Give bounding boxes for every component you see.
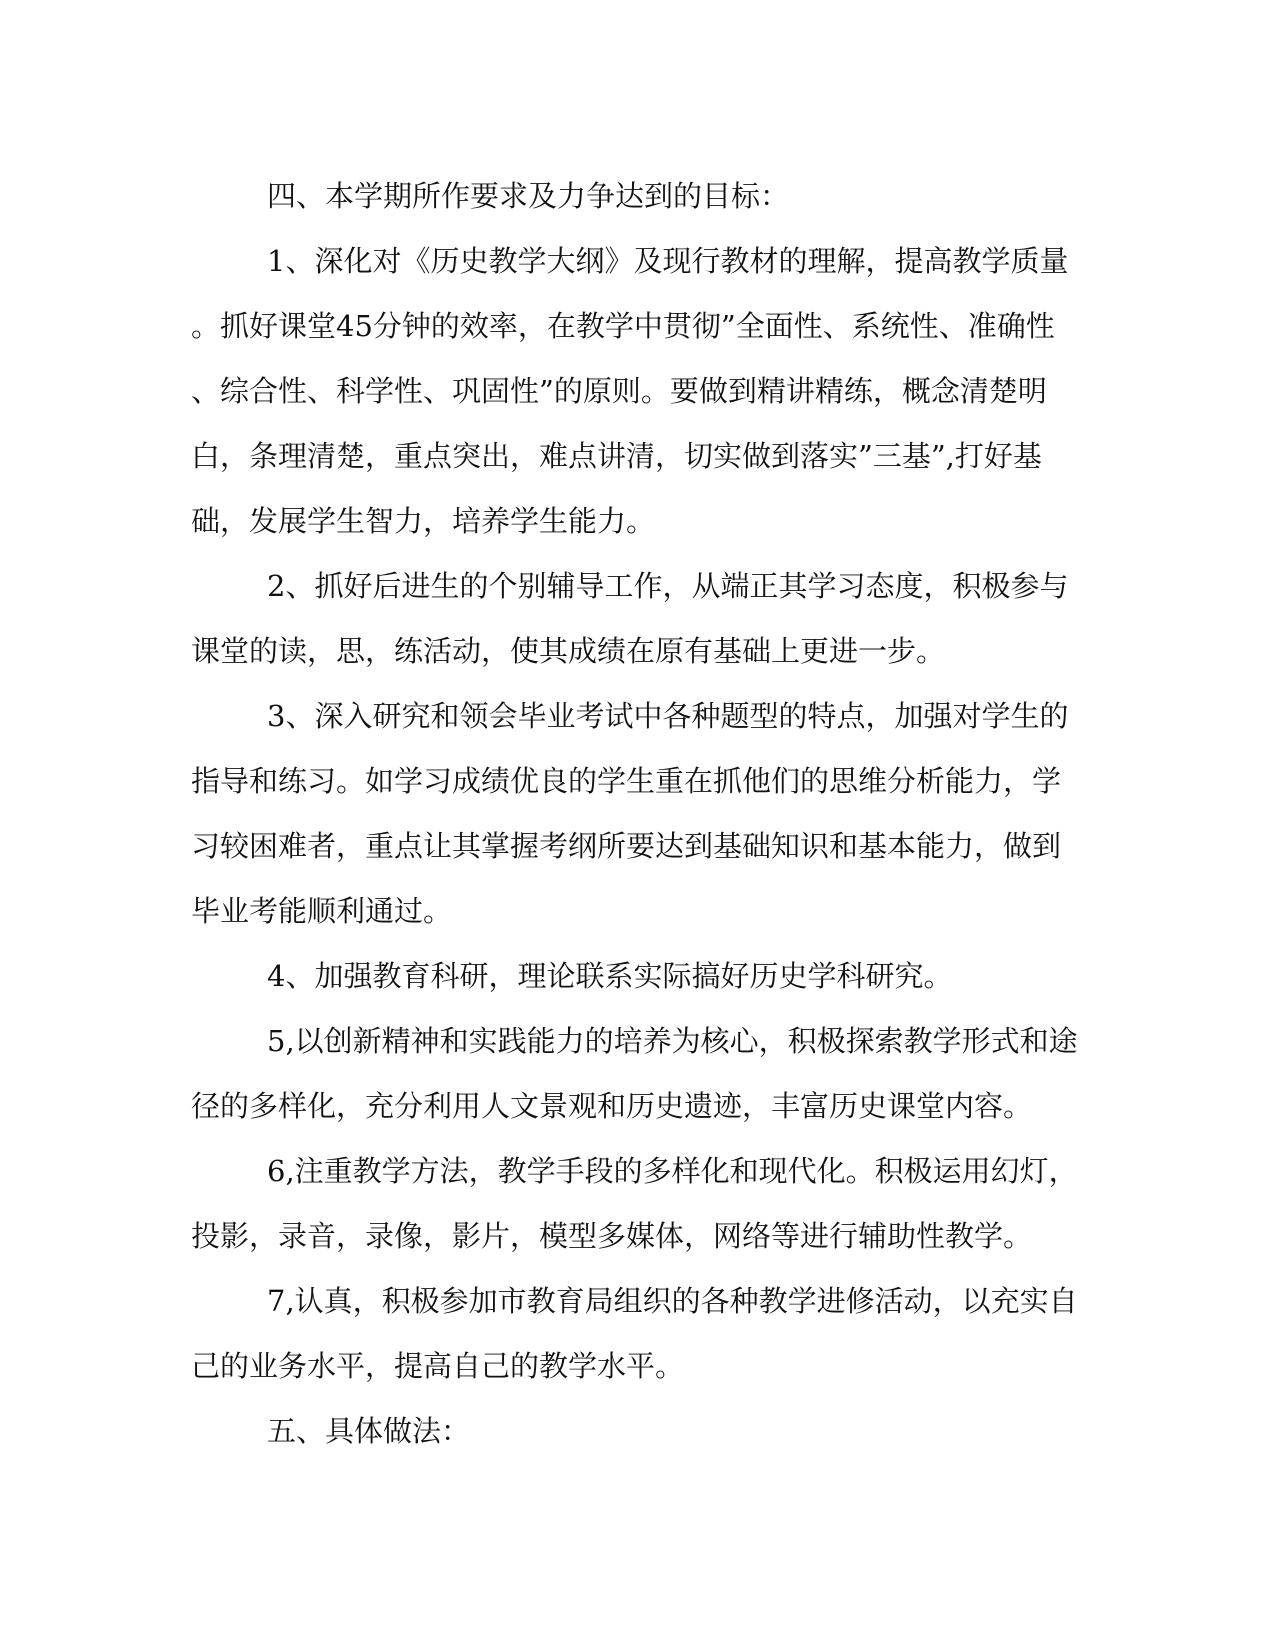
paragraph-line: 投影，录音，录像，影片，模型多媒体，网络等进行辅助性教学。 <box>191 1219 1033 1253</box>
paragraph-line: 2、抓好后进生的个别辅导工作，从端正其学习态度，积极参与 <box>267 569 1069 603</box>
paragraph-line: 径的多样化，充分利用人文景观和历史遗迹，丰富历史课堂内容。 <box>191 1089 1033 1123</box>
paragraph-line: 7,认真，积极参加市教育局组织的各种教学进修活动，以充实自 <box>267 1284 1078 1318</box>
paragraph-line: 白，条理清楚，重点突出，难点讲清，切实做到落实”三基”,打好基 <box>191 439 1042 473</box>
paragraph-line: 毕业考能顺利通过。 <box>191 894 453 928</box>
section-heading-5: 五、具体做法： <box>267 1414 471 1448</box>
paragraph-line: 5,以创新精神和实践能力的培养为核心，积极探索教学形式和途 <box>267 1024 1078 1058</box>
paragraph-line: 础，发展学生智力，培养学生能力。 <box>191 504 656 538</box>
paragraph-line: 6,注重教学方法，教学手段的多样化和现代化。积极运用幻灯， <box>267 1154 1078 1188</box>
document-body <box>191 164 1081 1464</box>
paragraph-line: 3、深入研究和领会毕业考试中各种题型的特点，加强对学生的 <box>267 699 1069 733</box>
paragraph-line: 、综合性、科学性、巩固性”的原则。要做到精讲精练，概念清楚明 <box>191 374 1047 408</box>
paragraph-line: 己的业务水平，提高自己的教学水平。 <box>191 1349 685 1383</box>
paragraph-line: 指导和练习。如学习成绩优良的学生重在抓他们的思维分析能力，学 <box>191 764 1062 798</box>
paragraph-line: 。抓好课堂45分钟的效率，在教学中贯彻”全面性、系统性、准确性 <box>191 309 1055 343</box>
paragraph-line: 习较困难者，重点让其掌握考纲所要达到基础知识和基本能力，做到 <box>191 829 1062 863</box>
paragraph-line: 1、深化对《历史教学大纲》及现行教材的理解，提高教学质量 <box>267 244 1069 278</box>
section-heading-4: 四、本学期所作要求及力争达到的目标： <box>267 179 790 213</box>
paragraph-line: 4、加强教育科研，理论联系实际搞好历史学科研究。 <box>267 959 953 993</box>
paragraph-line: 课堂的读，思，练活动，使其成绩在原有基础上更进一步。 <box>191 634 946 668</box>
